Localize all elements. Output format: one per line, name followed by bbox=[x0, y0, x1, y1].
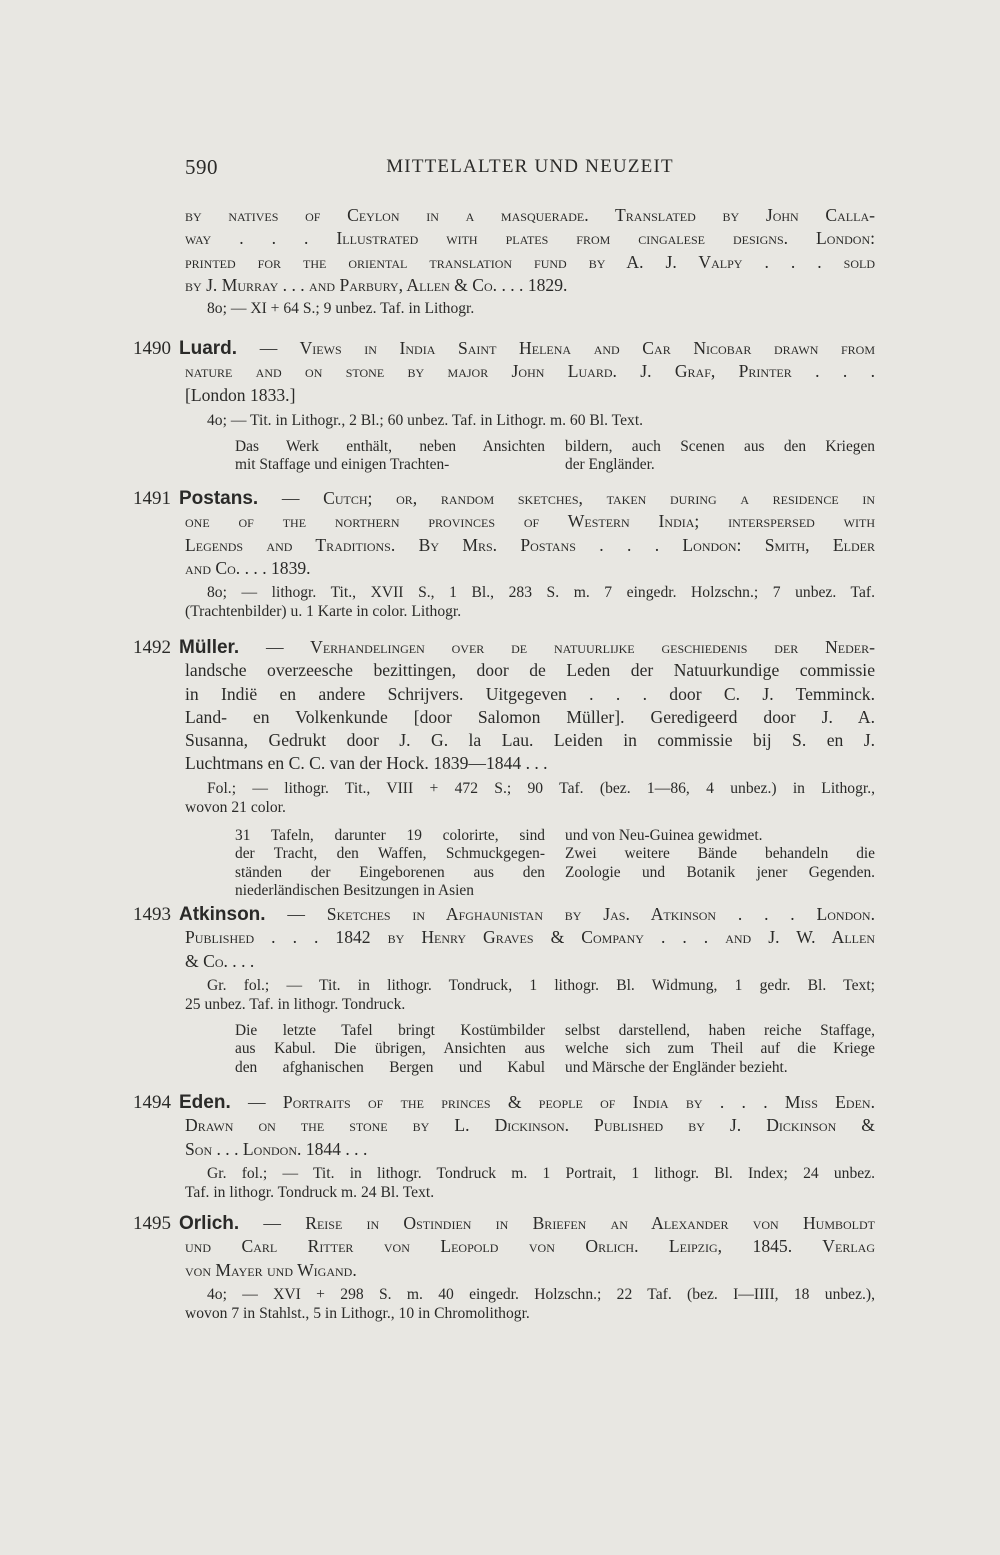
collation: 8o; — XI + 64 S.; 9 unbez. Taf. in Lithogr. bbox=[207, 300, 475, 318]
entry-author: Atkinson. bbox=[179, 904, 266, 925]
running-title: MITTELALTER UND NEUZEIT bbox=[386, 156, 674, 177]
title-line: — Views in India Saint Helena and Car Nicobar drawn from bbox=[259, 338, 875, 358]
title-line: & Co. . . . bbox=[185, 950, 255, 971]
title-line: Drawn on the stone by L. Dickinson. Published by J. Dickinson & bbox=[185, 1115, 875, 1136]
entry-1490 bbox=[133, 337, 875, 475]
annotation bbox=[185, 1022, 875, 1077]
note-line: aus Kabul. Die übrigen, Ansichten aus bbox=[235, 1040, 545, 1058]
title-line: Son . . . London. 1844 . . . bbox=[185, 1138, 368, 1159]
note-line: Die letzte Tafel bringt Kostümbilder bbox=[235, 1021, 545, 1039]
title-line: Published . . . 1842 by Henry Graves & Company . . . and J. W. Allen bbox=[185, 927, 875, 948]
title-line: in Indië en andere Schrijvers. Uitgegeven . . . door C. J. Temminck. bbox=[185, 683, 875, 704]
title-line: nature and on stone by major John Luard. J. Graf, Printer . . . bbox=[185, 361, 875, 382]
collation: 25 unbez. Taf. in lithogr. Tondruck. bbox=[185, 995, 406, 1013]
entry-author: Postans. bbox=[179, 488, 259, 509]
title-line: — Verhandelingen over de natuurlijke geschiedenis der Neder- bbox=[266, 637, 875, 657]
entry-number: 1494 bbox=[133, 1092, 171, 1113]
note-line: ständen der Eingeborenen aus den bbox=[235, 863, 545, 881]
title-line: [London 1833.] bbox=[185, 384, 296, 405]
title-line: by J. Murray . . . and Parbury, Allen & Co. . . . 1829. bbox=[185, 274, 568, 295]
title-line: Legends and Traditions. By Mrs. Postans . . . London: Smith, Elder bbox=[185, 534, 875, 555]
entry-number: 1495 bbox=[133, 1213, 171, 1234]
collation: wovon 21 color. bbox=[185, 798, 286, 816]
entry-number: 1490 bbox=[133, 338, 171, 359]
collation: (Trachtenbilder) u. 1 Karte in color. Lithogr. bbox=[185, 603, 462, 621]
collation: Taf. in lithogr. Tondruck m. 24 Bl. Text. bbox=[185, 1183, 435, 1201]
note-line: niederländischen Besitzungen in Asien bbox=[235, 882, 474, 899]
note-line: Zoologie und Botanik jener Gegenden. bbox=[565, 863, 875, 881]
entry-1489-continued bbox=[185, 204, 875, 318]
collation: 4o; — XVI + 298 S. m. 40 eingedr. Holzschn.; 22 Taf. (bez. I—IIII, 18 unbez.), bbox=[207, 1285, 875, 1303]
collation: wovon 7 in Stahlst., 5 in Lithogr., 10 in Chromolithogr. bbox=[185, 1304, 530, 1322]
title-line: — Portraits of the princes & people of India by . . . Miss Eden. bbox=[248, 1092, 875, 1112]
note-line: der Tracht, den Waffen, Schmuckgegen- bbox=[235, 845, 545, 863]
note-line: 31 Tafeln, darunter 19 colorirte, sind bbox=[235, 826, 545, 844]
title-line: printed for the oriental translation fund by A. J. Valpy . . . sold bbox=[185, 251, 875, 272]
note-line: Das Werk enthält, neben Ansichten bbox=[235, 437, 545, 455]
note-line: und von Neu-Guinea gewidmet. bbox=[565, 826, 763, 844]
entry-number: 1493 bbox=[133, 904, 171, 925]
title-line: Susanna, Gedrukt door J. G. la Lau. Leiden in commissie bij S. en J. bbox=[185, 730, 875, 751]
title-line: von Mayer und Wigand. bbox=[185, 1259, 357, 1280]
entry-1493 bbox=[133, 903, 875, 1077]
entry-author: Orlich. bbox=[179, 1213, 240, 1234]
title-line: and Co. . . . 1839. bbox=[185, 557, 311, 578]
title-line: by natives of Ceylon in a masquerade. Translated by John Calla- bbox=[185, 205, 875, 225]
title-line: — Reise in Ostindien in Briefen an Alexander von Humboldt bbox=[263, 1213, 875, 1233]
entry-1491 bbox=[133, 487, 876, 621]
entry-author: Luard. bbox=[179, 338, 238, 359]
note-line: mit Staffage und einigen Trachten- bbox=[235, 456, 450, 474]
title-line: one of the northern provinces of Western India; interspersed with bbox=[185, 511, 875, 532]
note-line: bildern, auch Scenen aus den Kriegen bbox=[565, 437, 875, 455]
annotation bbox=[185, 438, 875, 475]
collation: Gr. fol.; — Tit. in lithogr. Tondruck, 1 lithogr. Bl. Widmung, 1 gedr. Bl. Text; bbox=[207, 976, 875, 994]
collation: 8o; — lithogr. Tit., XVII S., 1 Bl., 283 S. m. 7 eingedr. Holzschn.; 7 unbez. Taf. bbox=[207, 584, 875, 602]
note-line: der Engländer. bbox=[565, 456, 655, 474]
note-line: Zwei weitere Bände behandeln die bbox=[565, 845, 875, 863]
entry-number: 1492 bbox=[133, 637, 171, 658]
collation: Gr. fol.; — Tit. in lithogr. Tondruck m. 1 Portrait, 1 lithogr. Bl. Index; 24 unbez. bbox=[207, 1164, 875, 1182]
title-line: — Cutch; or, random sketches, taken during a residence in bbox=[281, 488, 876, 508]
collation: Fol.; — lithogr. Tit., VIII + 472 S.; 90 Taf. (bez. 1—86, 4 unbez.) in Lithogr., bbox=[207, 779, 875, 797]
entry-1492 bbox=[133, 636, 875, 900]
entry-author: Eden. bbox=[179, 1092, 231, 1113]
title-line: way . . . Illustrated with plates from cingalese designs. London: bbox=[185, 228, 875, 249]
title-line: — Sketches in Afghaunistan by Jas. Atkinson . . . London. bbox=[287, 904, 875, 924]
note-line: welche sich zum Theil auf die Kriege bbox=[565, 1040, 875, 1058]
title-line: Luchtmans en C. C. van der Hock. 1839—1844 . . . bbox=[185, 753, 548, 774]
entry-number: 1491 bbox=[133, 488, 171, 509]
title-line: landsche overzeesche bezittingen, door de Leden der Natuurkundige commissie bbox=[185, 660, 875, 681]
note-line: den afghanischen Bergen und Kabul bbox=[235, 1058, 545, 1076]
page-number: 590 bbox=[185, 155, 218, 179]
entry-1494 bbox=[133, 1091, 875, 1202]
annotation bbox=[185, 827, 875, 901]
collation: 4o; — Tit. in Lithogr., 2 Bl.; 60 unbez. Taf. in Lithogr. m. 60 Bl. Text. bbox=[207, 411, 644, 429]
entry-1495 bbox=[133, 1212, 875, 1323]
title-line: und Carl Ritter von Leopold von Orlich. Leipzig, 1845. Verlag bbox=[185, 1236, 875, 1257]
entry-author: Müller. bbox=[179, 637, 240, 658]
note-line: und Märsche der Engländer bezieht. bbox=[565, 1058, 788, 1076]
note-line: selbst darstellend, haben reiche Staffage, bbox=[565, 1021, 875, 1039]
title-line: Land- en Volkenkunde [door Salomon Müller]. Geredigeerd door J. A. bbox=[185, 706, 875, 727]
